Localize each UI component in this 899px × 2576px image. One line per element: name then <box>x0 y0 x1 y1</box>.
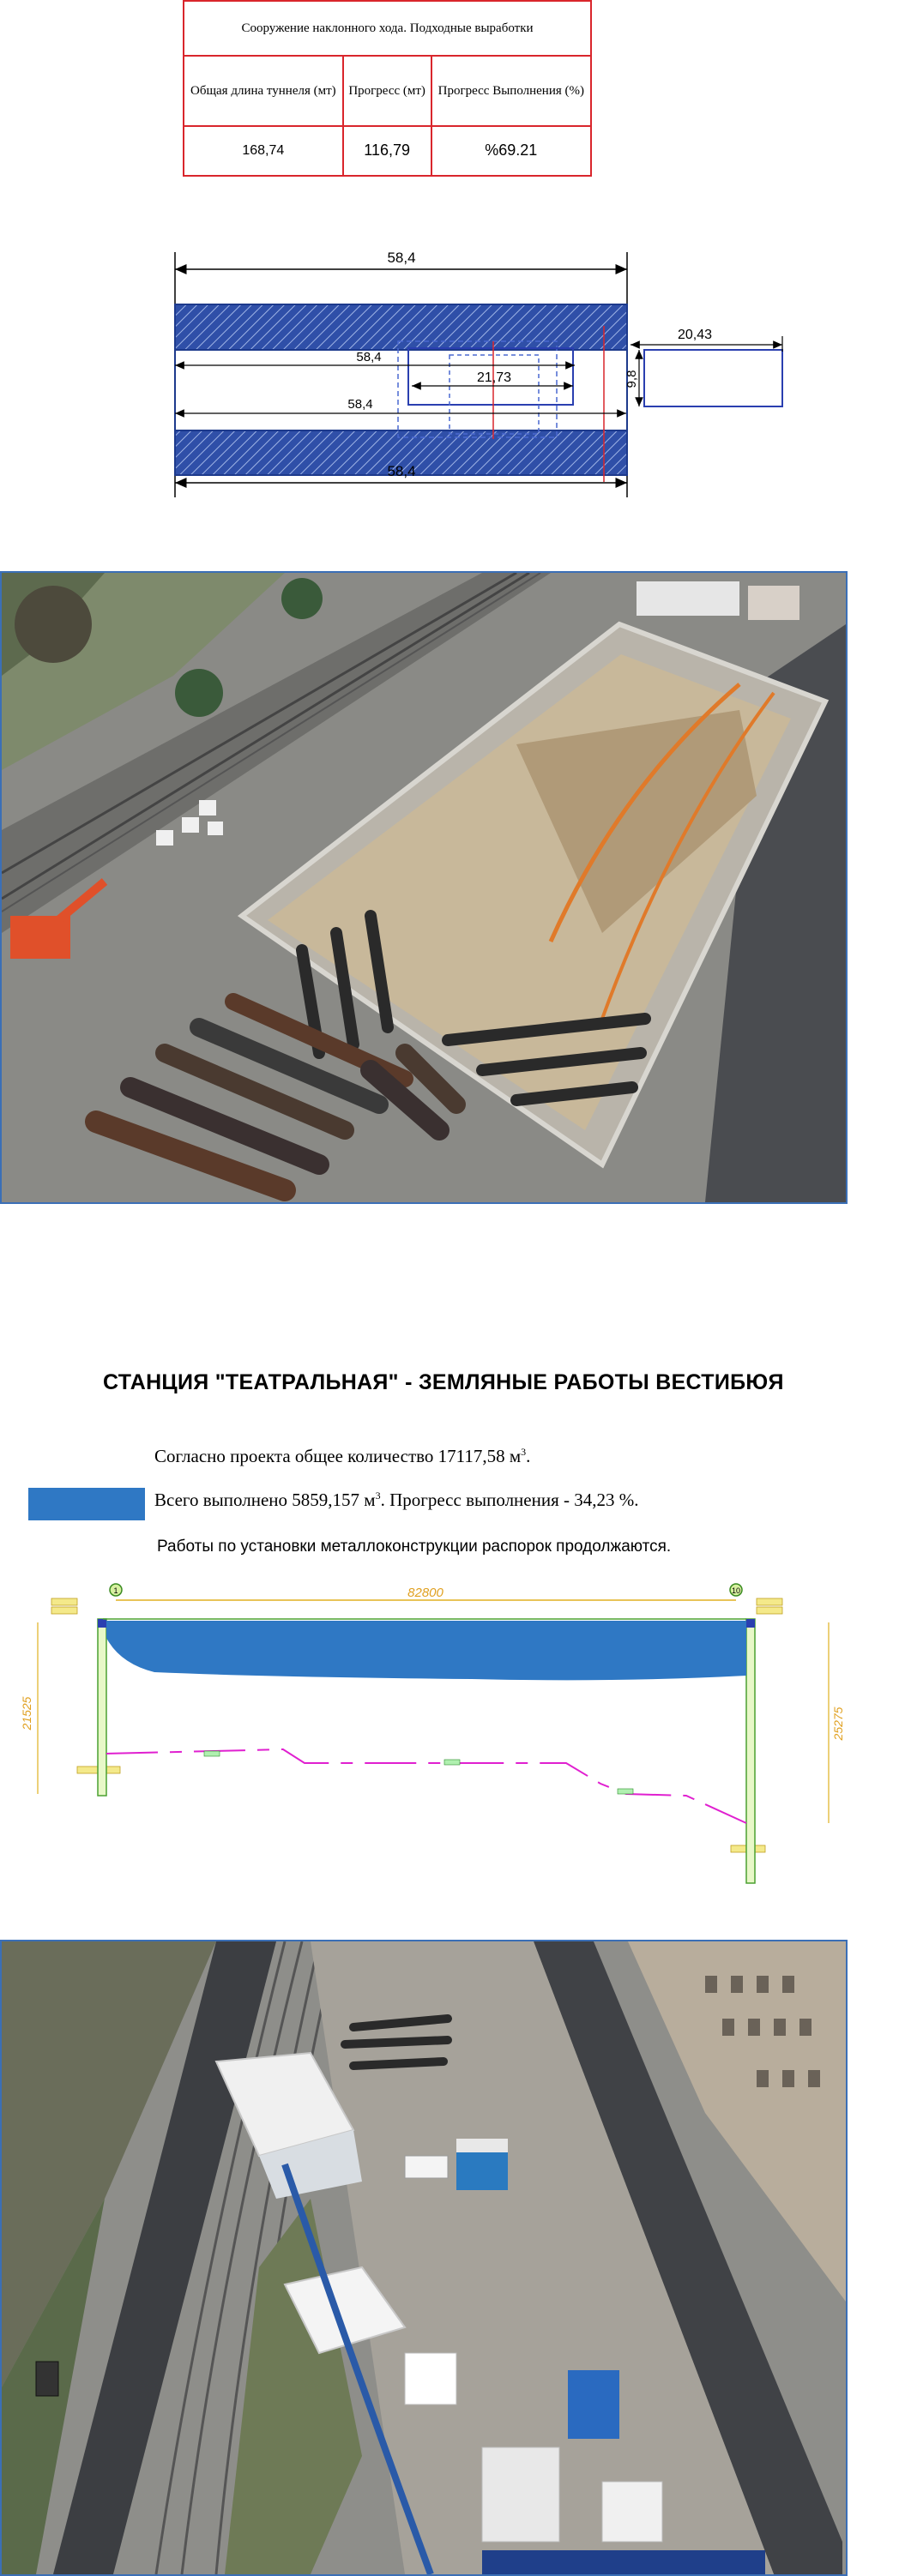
col-total-length: Общая длина туннеля (мт) <box>184 56 343 126</box>
completed-volume-prefix: Всего выполнено 5859,157 м <box>154 1490 376 1510</box>
axis-right-label: 10 <box>731 1586 741 1595</box>
dim-top: 58,4 <box>387 250 416 266</box>
value-progress: 116,79 <box>343 126 431 176</box>
dim-inner-bottom: 58,4 <box>347 397 373 412</box>
project-volume-sup: 3 <box>521 1446 527 1458</box>
project-volume-suffix: . <box>526 1446 531 1466</box>
dim-height: 9,8 <box>624 370 639 388</box>
table-header: Сооружение наклонного хода. Подходные выработки <box>184 1 591 56</box>
project-volume-text <box>154 1446 530 1467</box>
value-progress-percent: %69.21 <box>431 126 591 176</box>
site-overview-aerial-photo <box>0 1940 848 2576</box>
project-volume-prefix: Согласно проекта общее количество 17117,58 м <box>154 1446 522 1466</box>
dim-center: 21,73 <box>476 370 512 385</box>
tunnel-plan-drawing <box>163 240 798 506</box>
excavation-profile-drawing <box>17 1569 858 1895</box>
dim-bottom: 58,4 <box>387 463 416 479</box>
value-total-length: 168,74 <box>184 126 343 176</box>
dim-inner-top: 58,4 <box>356 350 382 364</box>
station-title: СТАНЦИЯ "ТЕАТРАЛЬНАЯ" - ЗЕМЛЯНЫЕ РАБОТЫ ВЕСТИБЮЯ <box>103 1370 784 1394</box>
col-progress: Прогресс (мт) <box>343 56 431 126</box>
col-progress-percent: Прогресс Выполнения (%) <box>431 56 591 126</box>
span-dim: 82800 <box>407 1586 443 1600</box>
excavation-aerial-photo <box>0 571 848 1204</box>
progress-table <box>183 0 592 177</box>
completed-volume-text <box>154 1490 638 1511</box>
axis-left-label: 1 <box>113 1586 118 1595</box>
dim-branch: 20,43 <box>677 328 713 342</box>
completed-volume-sup: 3 <box>375 1490 381 1502</box>
works-continue-text: Работы по установки металлоконструкции распорок продолжаются. <box>157 1538 672 1556</box>
legend-completed-swatch <box>28 1488 145 1520</box>
depth-right-dim: 25275 <box>831 1706 845 1741</box>
depth-left-dim: 21525 <box>20 1696 33 1730</box>
completed-volume-suffix: . Прогресс выполнения - 34,23 %. <box>380 1490 639 1510</box>
